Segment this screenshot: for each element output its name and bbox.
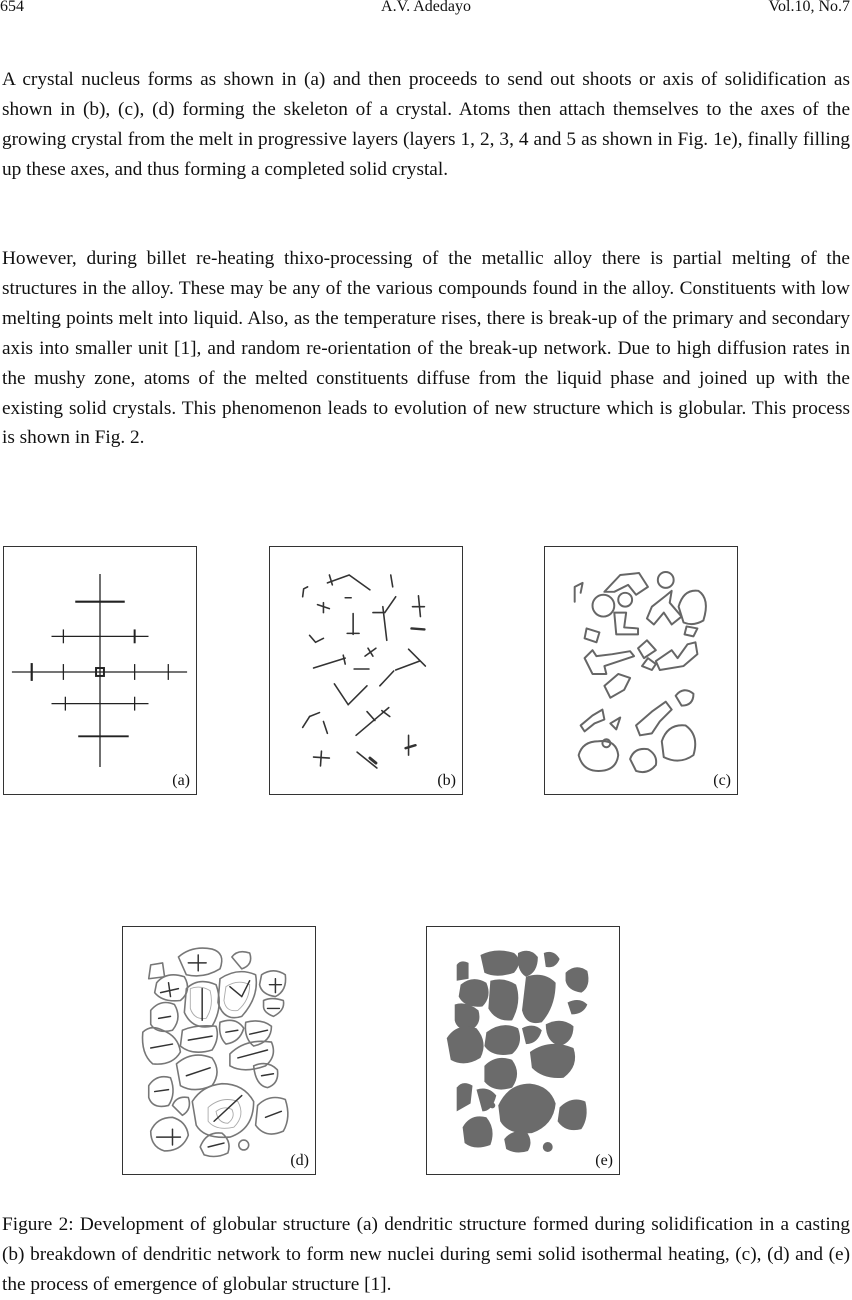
header-author: A.V. Adedayo [381,0,471,15]
figure-panel-e [426,926,620,1175]
body-paragraph-1: A crystal nucleus forms as shown in (a) and then proceeds to send out shoots or axis of solidification as shown in (b), (c), (d) forming the skeleton of a crystal. Atoms then attach themselves to the axes of the growing crystal from the melt in progressive layers (layers 1, 2, 3, 4 and 5 as shown in Fig. 1e), finally filling up these axes, and thus forming a completed solid crystal. [2,69,850,180]
figure-caption: Figure 2: Development of globular structure (a) dendritic structure formed during solidification in a casting (b) breakdown of dendritic network to form new nuclei during semi solid isothermal heating, (c), (d) and (e) the process of emergence of globular structure [1]. [2,1214,850,1295]
header-volume: Vol.10, No.7 [768,0,850,15]
figure-panel-b [269,546,463,795]
page-number: 654 [0,0,24,15]
figure-panel-d [122,926,316,1175]
dendrite-skeleton-diagram [4,547,196,794]
panel-label-e: (e) [595,1152,613,1169]
panel-label-c: (c) [713,772,731,789]
body-paragraph-2: However, during billet re-heating thixo-processing of the metallic alloy there is partial melting of the structures in the alloy. These may be any of the various compounds found in the alloy. Constituents with low melting points melt into liquid. Also, as the temperature rises, there is break-up of the primary and secondary axis into smaller unit [1], and random re-orientation of the break-up network. Due to high diffusion rates in the mushy zone, atoms of the melted constituents diffuse from the liquid phase and joined up with the existing solid crystals. This phenomenon leads to evolution of new structure which is globular. This process is shown in Fig. 2. [2,248,850,449]
figure-panel-a [3,546,197,795]
layered-grains-diagram [123,927,315,1174]
fragment-network-diagram [270,547,462,794]
panel-label-a: (a) [172,772,190,789]
figure-panel-c [544,546,738,795]
panel-label-b: (b) [437,772,456,789]
globular-structure-diagram [427,927,619,1174]
grain-outlines-diagram [545,547,737,794]
panel-label-d: (d) [290,1152,309,1169]
running-header [0,0,852,20]
